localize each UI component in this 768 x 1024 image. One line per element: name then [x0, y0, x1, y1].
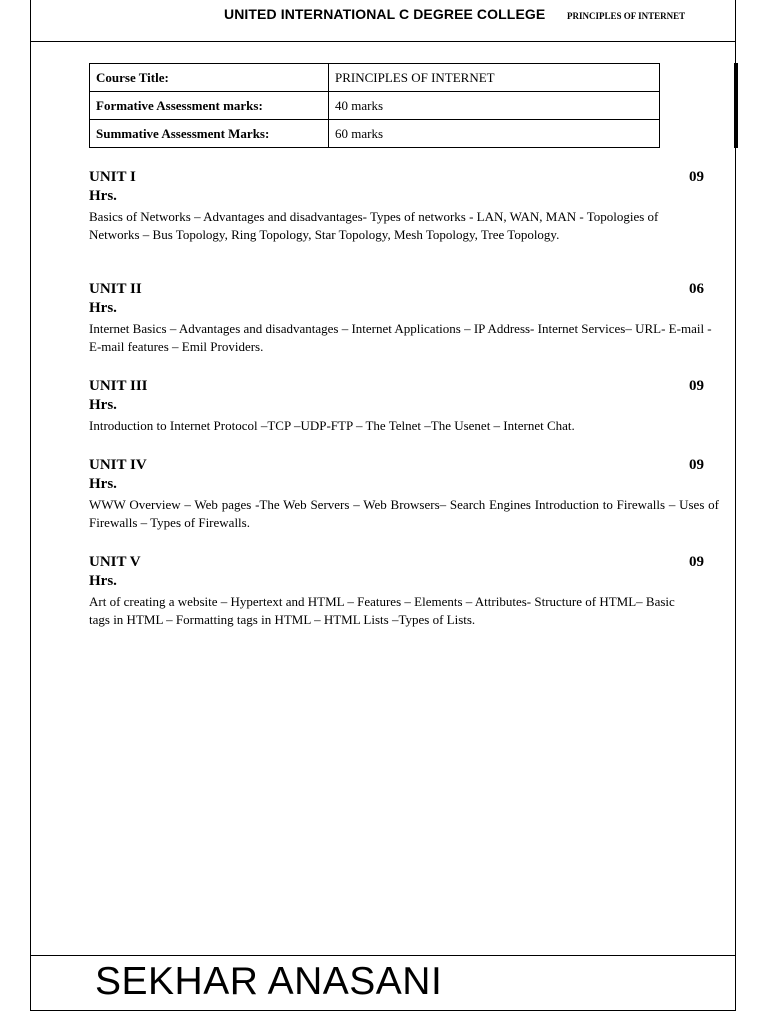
- unit-section-3: [89, 378, 719, 435]
- unit-hours: 09: [689, 378, 704, 394]
- unit-hrs-label: Hrs.: [89, 397, 117, 413]
- unit-hrs-label: Hrs.: [89, 476, 117, 492]
- unit-title: UNIT IV: [89, 457, 147, 473]
- unit-description: Basics of Networks – Advantages and disadvantages- Types of networks - LAN, WAN, MAN - Topologies of Networks – Bus Topology, Ring Topology, Star Topology, Mesh Topology, Tree Topology.: [89, 209, 659, 242]
- table-row: [90, 92, 660, 120]
- unit-heading: [89, 281, 719, 300]
- table-row: [90, 120, 660, 148]
- unit-description: Internet Basics – Advantages and disadvantages – Internet Applications – IP Address- Internet Services– URL- E-mail - E-mail features – Emil Providers.: [89, 321, 712, 354]
- side-bar-mark: [734, 63, 738, 148]
- unit-section-2: [89, 281, 719, 355]
- unit-section-5: [89, 554, 719, 628]
- unit-hrs-label: Hrs.: [89, 300, 117, 316]
- header-divider: [30, 41, 736, 42]
- table-cell-label: Summative Assessment Marks:: [90, 120, 329, 148]
- unit-title: UNIT III: [89, 378, 148, 394]
- table-row: [90, 64, 660, 92]
- unit-section-1: [89, 169, 719, 243]
- unit-description: WWW Overview – Web pages -The Web Servers – Web Browsers– Search Engines Introduction to Firewalls – Uses of Firewalls – Types of Firewalls.: [89, 497, 719, 530]
- table-cell-label: Formative Assessment marks:: [90, 92, 329, 120]
- unit-heading: [89, 169, 719, 188]
- unit-description: Introduction to Internet Protocol –TCP –UDP-FTP – The Telnet –The Usenet – Internet Chat.: [89, 418, 575, 433]
- unit-heading: [89, 554, 719, 573]
- table-cell-value: 40 marks: [329, 92, 660, 120]
- college-name: UNITED INTERNATIONAL C DEGREE COLLEGE: [224, 6, 546, 22]
- unit-title: UNIT II: [89, 281, 142, 297]
- table-cell-value: 60 marks: [329, 120, 660, 148]
- table-cell-label: Course Title:: [90, 64, 329, 92]
- course-info-table: [89, 63, 660, 148]
- unit-hrs-label: Hrs.: [89, 188, 117, 204]
- unit-hours: 09: [689, 169, 704, 185]
- unit-description: Art of creating a website – Hypertext and HTML – Features – Elements – Attributes- Structure of HTML– Basic tags in HTML – Formatting tags in HTML – HTML Lists –Types of Lists.: [89, 594, 675, 627]
- unit-hours: 09: [689, 457, 704, 473]
- unit-hours: 06: [689, 281, 704, 297]
- unit-hrs-label: Hrs.: [89, 573, 117, 589]
- unit-title: UNIT V: [89, 554, 141, 570]
- unit-title: UNIT I: [89, 169, 136, 185]
- unit-hours: 09: [689, 554, 704, 570]
- header-course-title: PRINCIPLES OF INTERNET: [567, 11, 686, 21]
- unit-heading: [89, 457, 719, 476]
- table-cell-value: PRINCIPLES OF INTERNET: [329, 64, 660, 92]
- author-name: SEKHAR ANASANI: [95, 960, 443, 1003]
- footer-divider: [30, 955, 736, 956]
- unit-section-4: [89, 457, 719, 531]
- unit-heading: [89, 378, 719, 397]
